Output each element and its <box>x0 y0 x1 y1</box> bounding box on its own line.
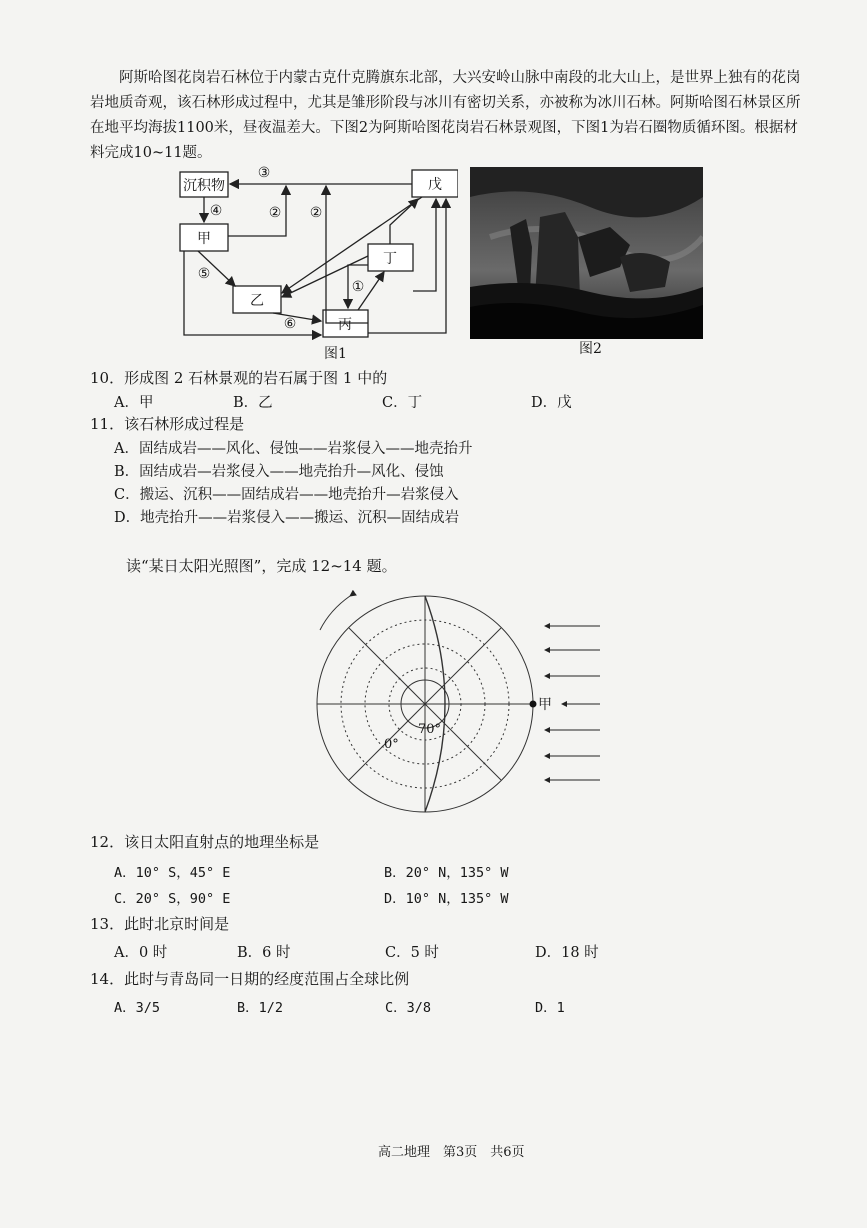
q12-option-d: D．10° N，135° W <box>384 891 509 907</box>
q11-stem: 11．该石林形成过程是 <box>90 415 245 433</box>
page-footer: 高二地理 第3页 共6页 <box>378 1145 525 1160</box>
arrow-label-3: ③ <box>257 165 271 181</box>
sun-rays <box>540 620 610 790</box>
q11-option-d: D．地壳抬升——岩浆侵入——搬运、沉积—固结成岩 <box>114 510 460 526</box>
arrow-label-1: ① <box>351 279 365 295</box>
node-bing: 丙 <box>338 317 352 333</box>
sunlight-diagram <box>310 590 570 830</box>
q10-option-c: C．丁 <box>382 395 423 411</box>
q13-option-c: C．5 时 <box>385 945 439 961</box>
arrow-label-4: ④ <box>209 203 223 219</box>
q13-option-a: A．0 时 <box>114 945 168 961</box>
node-yi: 乙 <box>250 293 264 309</box>
fig1-caption: 图1 <box>324 346 347 362</box>
label-jia: 甲 <box>538 697 552 713</box>
q10-option-d: D．戊 <box>531 395 572 411</box>
rock-cycle-diagram <box>178 165 458 365</box>
q14-option-c: C．3/8 <box>385 1000 432 1016</box>
node-sediment: 沉积物 <box>183 178 225 194</box>
stone-forest-photo <box>470 167 703 339</box>
label-70-deg: 70° <box>418 722 442 737</box>
node-wu: 戊 <box>428 177 442 193</box>
q12-stem: 12．该日太阳直射点的地理坐标是 <box>90 833 320 851</box>
q10-option-a: A．甲 <box>114 395 154 411</box>
arrow-label-2a: ② <box>268 205 282 221</box>
q11-option-b: B．固结成岩—岩浆侵入——地壳抬升—风化、侵蚀 <box>114 464 444 480</box>
q14-option-a: A．3/5 <box>114 1000 161 1016</box>
reading-instruction: 读“某日太阳光照图”，完成 12~14 题。 <box>126 557 397 575</box>
q12-option-a: A．10° S，45° E <box>114 865 231 881</box>
fig2-caption: 图2 <box>579 341 602 357</box>
arrow-label-6: ⑥ <box>283 316 297 332</box>
label-0-deg: 0° <box>384 737 399 752</box>
node-ding: 丁 <box>383 251 397 267</box>
q12-option-b: B．20° N，135° W <box>384 865 509 881</box>
q13-stem: 13．此时北京时间是 <box>90 915 230 933</box>
q11-option-c: C．搬运、沉积——固结成岩——地壳抬升—岩浆侵入 <box>114 487 459 503</box>
q12-option-c: C．20° S，90° E <box>114 891 231 907</box>
arrow-label-2b: ② <box>309 205 323 221</box>
intro-paragraph: 阿斯哈图花岗岩石林位于内蒙古克什克腾旗东北部，大兴安岭山脉中南段的北大山上，是世界上独有的花岗岩地质奇观，该石林形成过程中，尤其是雏形阶段与冰川有密切关系，亦被称为冰川石林。阿斯哈图石林景区所在地平均海拔1100米，昼夜温差大。下图2为阿斯哈图花岗岩石林景观图，下图1为岩石圈物质循环图。根据材料完成10~11题。 <box>90 70 801 161</box>
arrow-label-5: ⑤ <box>197 266 211 282</box>
q13-option-b: B．6 时 <box>237 945 291 961</box>
q14-stem: 14．此时与青岛同一日期的经度范围占全球比例 <box>90 970 410 988</box>
q14-option-b: B．1/2 <box>237 1000 284 1016</box>
q10-stem: 10．形成图 2 石林景观的岩石属于图 1 中的 <box>90 369 388 387</box>
q13-option-d: D．18 时 <box>535 945 599 961</box>
node-jia: 甲 <box>197 231 211 247</box>
q11-option-a: A．固结成岩——风化、侵蚀——岩浆侵入——地壳抬升 <box>114 441 473 457</box>
q14-option-d: D．1 <box>535 1000 565 1016</box>
q10-option-b: B．乙 <box>233 395 273 411</box>
